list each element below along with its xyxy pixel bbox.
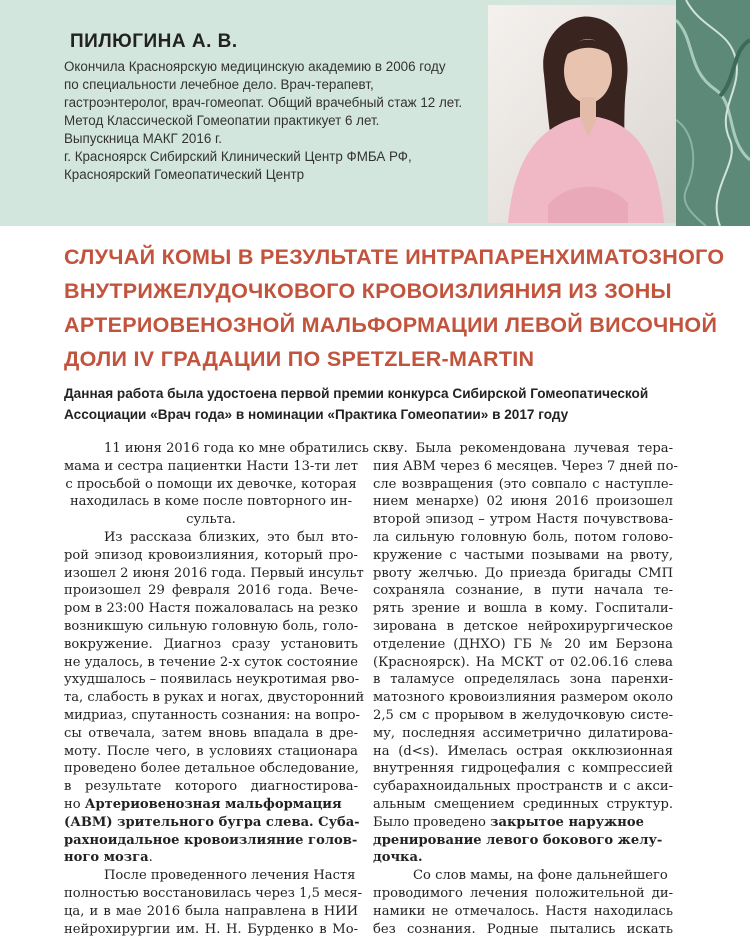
- text-line: [64, 849, 358, 867]
- text-line: му, последняя ассиметрично дилатирова-: [373, 725, 673, 741]
- bio-line: Красноярский Гомеопатический Центр: [64, 167, 305, 182]
- text-line: вокружение. Диагноз сразу установить: [64, 636, 358, 652]
- text-line: полностью восстановилась через 1,5 меся-: [64, 885, 363, 901]
- text-line: (Красноярск). На МСКТ от 02.06.16 слева: [373, 654, 673, 670]
- text-line: без сознания. Родные пытались искать: [373, 921, 673, 937]
- text-line: с просьбой о помощи их девочке, которая: [65, 476, 357, 492]
- article-title: [64, 240, 725, 376]
- text-line: 2,5 см с прорывом в желудочковую систе-: [373, 707, 673, 723]
- text-line: произошел 29 февраля 2016 года. Вече-: [64, 583, 358, 599]
- marble-decoration: [676, 0, 750, 226]
- text-line: сохраняла сознание, в пути начала те-: [373, 583, 673, 599]
- text-line: второй эпизод – утром Настя почувствова-: [373, 512, 673, 528]
- text-line: та, слабость в руках и ногах, двусторонний: [64, 690, 365, 706]
- title-line: СЛУЧАЙ КОМЫ В РЕЗУЛЬТАТЕ ИНТРАПАРЕНХИМАТОЗНОГО: [64, 245, 725, 269]
- procedure-bold: дренирование левого бокового желу-: [373, 832, 663, 848]
- procedure-bold: закрытое наружное: [490, 814, 644, 830]
- title-line: ДОЛИ IV ГРАДАЦИИ ПО SPETZLER-MARTIN: [64, 347, 535, 371]
- text-line: не удалось, в течение 2-х суток состояние: [64, 654, 358, 670]
- subtitle-line: Ассоциации «Врач года» в номинации «Практика Гомеопатии» в 2017 году: [64, 407, 569, 422]
- text-line: мама и сестра пациентки Насти 13-ти лет: [64, 458, 358, 474]
- bio-line: гастроэнтеролог, врач-гомеопат. Общий врачебный стаж 12 лет.: [64, 95, 463, 110]
- author-photo: [488, 5, 676, 223]
- text-line: в результате которого диагностирова-: [64, 779, 358, 795]
- text-line: ца, и в мае 2016 была направлена в НИИ: [64, 903, 358, 919]
- diagnosis-bold: рахноидальное кровоизлияние голов-: [64, 832, 358, 848]
- text-fragment: но: [64, 796, 81, 812]
- text-line: зирована в детское нейрохирургическое: [373, 618, 673, 634]
- title-line: АРТЕРИОВЕНОЗНОЙ МАЛЬФОРМАЦИИ ЛЕВОЙ ВИСОЧНОЙ: [64, 313, 718, 337]
- text-line: намики не отмечалось. Настя находилась: [373, 903, 673, 919]
- text-line: [64, 796, 358, 814]
- text-line: Из рассказа близких, это был вто-: [104, 529, 358, 545]
- title-line: ВНУТРИЖЕЛУДОЧКОВОГО КРОВОИЗЛИЯНИЯ ИЗ ЗОНЫ: [64, 279, 672, 303]
- text-line: проведено более детальное обследование,: [64, 761, 359, 777]
- text-line: скву. Была рекомендована лучевая тера-: [373, 441, 673, 456]
- text-line: После проведенного лечения Настя: [104, 868, 356, 884]
- article-subtitle: [64, 383, 704, 425]
- text-line: сы отвечала, затем вновь впадала в дре-: [64, 725, 358, 741]
- text-line: мидриаз, спутанность сознания: на вопро-: [64, 707, 360, 723]
- text-fragment: Было проведено: [373, 814, 486, 830]
- right-column: [373, 440, 678, 938]
- text-line: матозного кровоизлияния размером около: [373, 690, 673, 706]
- text-line: находилась в коме после повторного ин-: [69, 494, 353, 510]
- text-line: внутренняя гидроцефалия с компрессией: [373, 761, 673, 777]
- author-name: ПИЛЮГИНА А. В.: [70, 31, 238, 52]
- text-line: сле возвращения (это совпало с наступле-: [373, 476, 673, 492]
- text-line: в таламусе определялась зона паренхи-: [373, 672, 673, 688]
- text-line: ла сильную головную боль, потом голово-: [373, 529, 673, 545]
- text-line: рять зрение и вошла в кому. Госпитали-: [373, 601, 673, 617]
- text-line: возникшую сильную головную боль, голо-: [64, 618, 358, 634]
- text-line: кружение с частыми позывами на рвоту,: [373, 547, 673, 563]
- text-line: проводимого лечения положительной ди-: [373, 885, 673, 901]
- text-line: ром в 23:00 Настя пожаловалась на резко: [64, 601, 358, 617]
- bio-line: Выпускница МАКГ 2016 г.: [64, 131, 222, 146]
- procedure-bold: дочка.: [373, 850, 423, 866]
- bio-line: Окончила Красноярскую медицинскую академию в 2006 году: [64, 59, 446, 74]
- text-line: нием менархе) 02 июня 2016 произошел: [373, 494, 673, 510]
- bio-line: Метод Классической Гомеопатии практикует 6 лет.: [64, 113, 380, 128]
- diagnosis-bold: Артериовенозная мальформация: [84, 796, 342, 812]
- text-line: рвоту желчью. До приезда бригады СМП: [373, 565, 673, 581]
- text-fragment: .: [148, 850, 153, 866]
- text-line: пия АВМ через 6 месяцев. Через 7 дней по-: [373, 458, 678, 474]
- text-line: субарахноидальных пространств и с акси-: [373, 779, 673, 795]
- text-line: рой эпизод кровоизлияния, который про-: [64, 547, 358, 563]
- text-line: на (d<s). Имелась острая окклюзионная: [373, 743, 673, 759]
- text-line: альным смещением срединных структур.: [373, 796, 673, 812]
- text-line: нейрохирургии им. Н. Н. Бурденко в Мо-: [64, 921, 358, 937]
- bio-line: по специальности лечебное дело. Врач-терапевт,: [64, 77, 374, 92]
- author-header: [0, 0, 750, 226]
- text-line: сульта.: [186, 512, 236, 528]
- text-line: 11 июня 2016 года ко мне обратились: [104, 441, 369, 456]
- bio-line: г. Красноярск Сибирский Клинический Центр ФМБА РФ,: [64, 149, 412, 164]
- text-line: [373, 814, 673, 832]
- diagnosis-bold: ного мозга: [64, 850, 149, 866]
- text-line: ухудшалось – появилась неукротимая рво-: [64, 672, 360, 688]
- diagnosis-bold: (АВМ) зрительного бугра слева. Суба-: [64, 814, 360, 830]
- left-column: [64, 440, 369, 938]
- text-line: моту. После чего, в условиях стационара: [64, 743, 358, 759]
- author-bio: [64, 58, 484, 184]
- text-line: изошел 2 июня 2016 года. Первый инсульт: [64, 565, 364, 581]
- text-line: Со слов мамы, на фоне дальнейшего: [413, 868, 668, 884]
- text-line: отделение (ДНХО) ГБ № 20 им Берзона: [373, 636, 673, 652]
- subtitle-line: Данная работа была удостоена первой премии конкурса Сибирской Гомеопатической: [64, 386, 649, 401]
